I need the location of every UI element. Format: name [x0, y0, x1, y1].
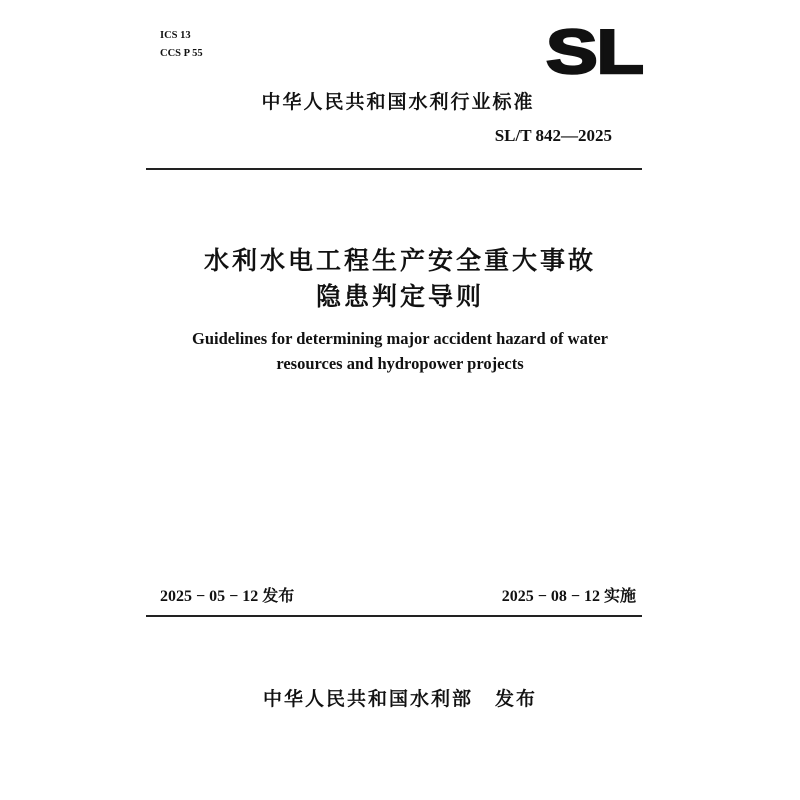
ics-code: ICS 13 [160, 30, 191, 41]
title-cn-line2: 隐患判定导则 [315, 282, 484, 311]
issue-date: 2025 − 05 − 12 发布 [160, 588, 295, 605]
publisher [0, 684, 800, 711]
standard-type [0, 87, 800, 114]
title-cn-line1: 水利水电工程生产安全重大事故 [203, 246, 596, 275]
standard-code: SL/T 842—2025 [494, 126, 612, 145]
classification-codes [160, 27, 203, 63]
ccs-code: CCS P 55 [160, 48, 203, 59]
implementation-date: 2025 − 08 − 12 实施 [501, 588, 636, 605]
top-divider [146, 168, 642, 170]
title-en-line1: Guidelines for determining major accident hazard of water [192, 329, 608, 348]
title-en-line2: resources and hydropower projects [276, 354, 524, 373]
publisher-action: 发布 [495, 688, 538, 710]
standard-type-text: 中华人民共和国水利行业标准 [261, 91, 535, 113]
sl-logo: SL [546, 18, 643, 87]
bottom-divider [146, 615, 642, 617]
publisher-name: 中华人民共和国水利部 [262, 688, 473, 710]
